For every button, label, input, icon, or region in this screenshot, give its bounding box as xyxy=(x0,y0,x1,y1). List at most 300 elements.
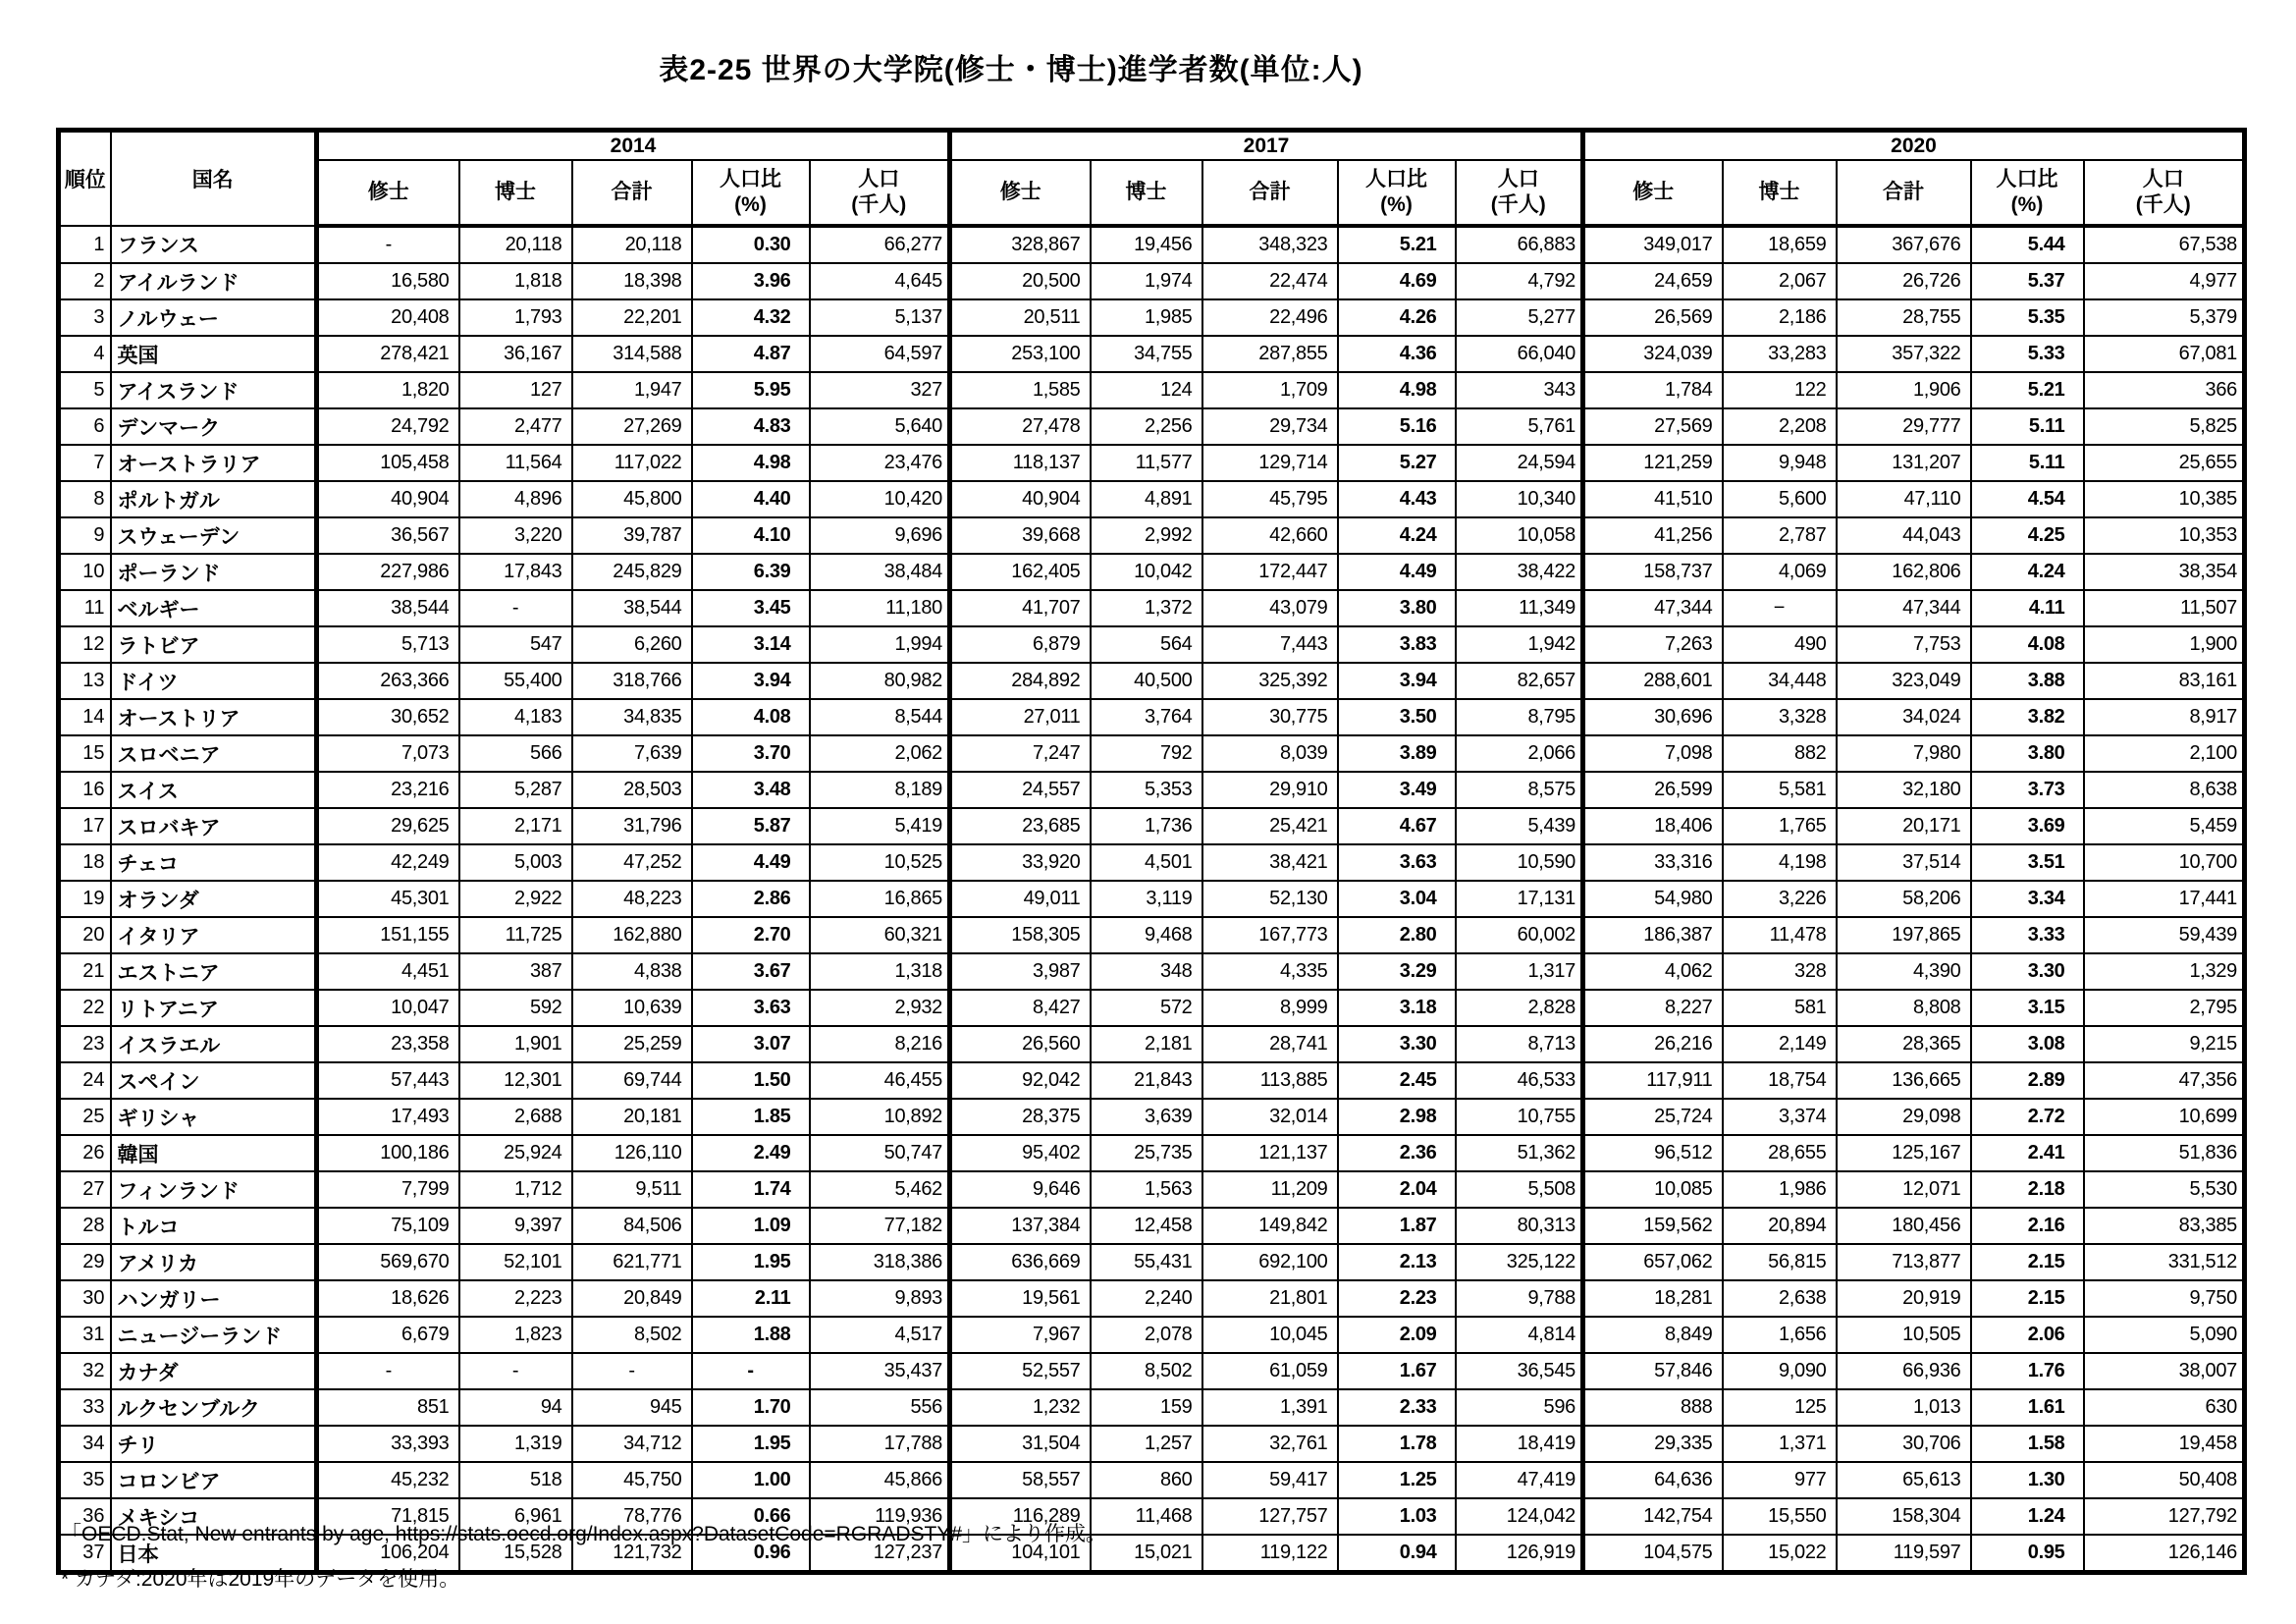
rank-cell: 12 xyxy=(59,626,111,663)
ratio-cell-2014: 2.86 xyxy=(692,881,810,917)
doctor-cell-2014: 55,400 xyxy=(459,663,572,699)
population-cell-2020: 50,408 xyxy=(2084,1462,2245,1498)
doctor-cell-2017: 860 xyxy=(1091,1462,1202,1498)
footnote-source: 「OECD.Stat, New entrants by age, https://stats.oecd.org/Index.aspx?DatasetCode=RGRADSTY#」により作成。 xyxy=(61,1523,1107,1545)
country-cell: チリ xyxy=(111,1426,317,1462)
ratio-cell-2014: 1.50 xyxy=(692,1062,810,1099)
total-cell-2014: 20,181 xyxy=(572,1099,692,1135)
table-row xyxy=(59,226,2245,263)
master-cell-2020: 159,562 xyxy=(1583,1208,1723,1244)
table-row xyxy=(59,953,2245,990)
ratio-cell-2017: 4.43 xyxy=(1338,481,1456,517)
doctor-cell-2020: 3,226 xyxy=(1723,881,1837,917)
header-total-2020: 合計 xyxy=(1837,160,1971,226)
population-cell-2020: 8,917 xyxy=(2084,699,2245,735)
population-cell-2017: 124,042 xyxy=(1456,1498,1583,1535)
ratio-cell-2017: 1.25 xyxy=(1338,1462,1456,1498)
total-cell-2020: 47,110 xyxy=(1837,481,1971,517)
header-population-2014: 人口 (千人) xyxy=(810,160,950,226)
doctor-cell-2017: 572 xyxy=(1091,990,1202,1026)
master-cell-2014: 100,186 xyxy=(317,1135,459,1171)
total-cell-2017: 7,443 xyxy=(1202,626,1338,663)
rank-cell: 15 xyxy=(59,735,111,772)
master-cell-2020: 64,636 xyxy=(1583,1462,1723,1498)
master-cell-2020: 7,098 xyxy=(1583,735,1723,772)
ratio-cell-2020: 2.72 xyxy=(1971,1099,2084,1135)
doctor-cell-2020: 2,067 xyxy=(1723,263,1837,299)
total-cell-2014: 48,223 xyxy=(572,881,692,917)
master-cell-2020: 96,512 xyxy=(1583,1135,1723,1171)
population-cell-2014: 11,180 xyxy=(810,590,950,626)
country-cell: イスラエル xyxy=(111,1026,317,1062)
doctor-cell-2017: 55,431 xyxy=(1091,1244,1202,1280)
ratio-cell-2020: 1.76 xyxy=(1971,1353,2084,1389)
population-cell-2017: 10,058 xyxy=(1456,517,1583,554)
master-cell-2017: 20,511 xyxy=(950,299,1091,336)
total-cell-2017: 32,761 xyxy=(1202,1426,1338,1462)
doctor-cell-2017: 10,042 xyxy=(1091,554,1202,590)
total-cell-2020: 29,777 xyxy=(1837,408,1971,445)
master-cell-2020: 47,344 xyxy=(1583,590,1723,626)
ratio-cell-2020: 0.95 xyxy=(1971,1535,2084,1573)
ratio-cell-2017: 4.67 xyxy=(1338,808,1456,844)
master-cell-2020: 8,849 xyxy=(1583,1317,1723,1353)
total-cell-2017: 149,842 xyxy=(1202,1208,1338,1244)
population-cell-2017: 10,340 xyxy=(1456,481,1583,517)
master-cell-2017: 162,405 xyxy=(950,554,1091,590)
master-cell-2020: 26,569 xyxy=(1583,299,1723,336)
table-row xyxy=(59,1317,2245,1353)
table-row xyxy=(59,372,2245,408)
ratio-cell-2014: 1.95 xyxy=(692,1426,810,1462)
rank-cell: 13 xyxy=(59,663,111,699)
master-cell-2014: 42,249 xyxy=(317,844,459,881)
data-table xyxy=(56,128,2247,1575)
ratio-cell-2017: 4.26 xyxy=(1338,299,1456,336)
doctor-cell-2014: 547 xyxy=(459,626,572,663)
master-cell-2014: 38,544 xyxy=(317,590,459,626)
master-cell-2020: 18,281 xyxy=(1583,1280,1723,1317)
rank-cell: 4 xyxy=(59,336,111,372)
total-cell-2020: 197,865 xyxy=(1837,917,1971,953)
doctor-cell-2020: 125 xyxy=(1723,1389,1837,1426)
master-cell-2014: 18,626 xyxy=(317,1280,459,1317)
total-cell-2014: 9,511 xyxy=(572,1171,692,1208)
doctor-cell-2017: 2,256 xyxy=(1091,408,1202,445)
total-cell-2020: 26,726 xyxy=(1837,263,1971,299)
doctor-cell-2017: 1,974 xyxy=(1091,263,1202,299)
table-row xyxy=(59,1171,2245,1208)
ratio-cell-2014: 3.45 xyxy=(692,590,810,626)
total-cell-2014: 7,639 xyxy=(572,735,692,772)
total-cell-2014: 4,838 xyxy=(572,953,692,990)
total-cell-2014: 126,110 xyxy=(572,1135,692,1171)
population-cell-2017: 46,533 xyxy=(1456,1062,1583,1099)
master-cell-2017: 52,557 xyxy=(950,1353,1091,1389)
total-cell-2017: 10,045 xyxy=(1202,1317,1338,1353)
doctor-cell-2017: 21,843 xyxy=(1091,1062,1202,1099)
population-cell-2017: 1,317 xyxy=(1456,953,1583,990)
doctor-cell-2020: 18,754 xyxy=(1723,1062,1837,1099)
rank-cell: 6 xyxy=(59,408,111,445)
header-population-2017: 人口 (千人) xyxy=(1456,160,1583,226)
doctor-cell-2017: 1,736 xyxy=(1091,808,1202,844)
ratio-cell-2017: 3.89 xyxy=(1338,735,1456,772)
population-cell-2017: 66,040 xyxy=(1456,336,1583,372)
country-cell: ポルトガル xyxy=(111,481,317,517)
population-cell-2014: 1,318 xyxy=(810,953,950,990)
total-cell-2020: 34,024 xyxy=(1837,699,1971,735)
rank-cell: 7 xyxy=(59,445,111,481)
master-cell-2014: 4,451 xyxy=(317,953,459,990)
ratio-cell-2020: 3.69 xyxy=(1971,808,2084,844)
master-cell-2014: 75,109 xyxy=(317,1208,459,1244)
master-cell-2014: 23,358 xyxy=(317,1026,459,1062)
doctor-cell-2014: 518 xyxy=(459,1462,572,1498)
country-cell: 日本 xyxy=(111,1535,317,1573)
population-cell-2020: 1,329 xyxy=(2084,953,2245,990)
doctor-cell-2017: 5,353 xyxy=(1091,772,1202,808)
master-cell-2017: 636,669 xyxy=(950,1244,1091,1280)
table-row xyxy=(59,1244,2245,1280)
doctor-cell-2017: 2,078 xyxy=(1091,1317,1202,1353)
doctor-cell-2014: 11,564 xyxy=(459,445,572,481)
header-rank: 順位 xyxy=(59,131,111,227)
header-master-2017: 修士 xyxy=(950,160,1091,226)
total-cell-2020: 1,013 xyxy=(1837,1389,1971,1426)
header-year-2017: 2017 xyxy=(950,131,1583,161)
doctor-cell-2020: 33,283 xyxy=(1723,336,1837,372)
total-cell-2017: 4,335 xyxy=(1202,953,1338,990)
total-cell-2014: 6,260 xyxy=(572,626,692,663)
master-cell-2020: 7,263 xyxy=(1583,626,1723,663)
total-cell-2014: 318,766 xyxy=(572,663,692,699)
doctor-cell-2017: 1,563 xyxy=(1091,1171,1202,1208)
ratio-cell-2014: 3.63 xyxy=(692,990,810,1026)
total-cell-2020: 119,597 xyxy=(1837,1535,1971,1573)
master-cell-2014: 30,652 xyxy=(317,699,459,735)
master-cell-2020: 33,316 xyxy=(1583,844,1723,881)
doctor-cell-2014: 592 xyxy=(459,990,572,1026)
total-cell-2017: 325,392 xyxy=(1202,663,1338,699)
table-row xyxy=(59,1135,2245,1171)
ratio-cell-2017: 4.98 xyxy=(1338,372,1456,408)
total-cell-2020: 32,180 xyxy=(1837,772,1971,808)
ratio-cell-2014: 3.07 xyxy=(692,1026,810,1062)
master-cell-2017: 27,011 xyxy=(950,699,1091,735)
population-cell-2020: 2,795 xyxy=(2084,990,2245,1026)
ratio-cell-2017: 3.49 xyxy=(1338,772,1456,808)
doctor-cell-2014: - xyxy=(459,1353,572,1389)
ratio-cell-2014: 0.30 xyxy=(692,226,810,263)
ratio-cell-2020: 3.82 xyxy=(1971,699,2084,735)
total-cell-2014: 28,503 xyxy=(572,772,692,808)
master-cell-2020: 25,724 xyxy=(1583,1099,1723,1135)
country-cell: イタリア xyxy=(111,917,317,953)
ratio-cell-2017: 2.45 xyxy=(1338,1062,1456,1099)
ratio-cell-2020: 5.35 xyxy=(1971,299,2084,336)
ratio-cell-2020: 3.15 xyxy=(1971,990,2084,1026)
doctor-cell-2014: 3,220 xyxy=(459,517,572,554)
header-population-2020: 人口 (千人) xyxy=(2084,160,2245,226)
population-cell-2020: 47,356 xyxy=(2084,1062,2245,1099)
population-cell-2014: 5,640 xyxy=(810,408,950,445)
master-cell-2017: 24,557 xyxy=(950,772,1091,808)
total-cell-2017: 129,714 xyxy=(1202,445,1338,481)
country-cell: コロンビア xyxy=(111,1462,317,1498)
total-cell-2014: 45,800 xyxy=(572,481,692,517)
total-cell-2014: 78,776 xyxy=(572,1498,692,1535)
ratio-cell-2017: 3.18 xyxy=(1338,990,1456,1026)
rank-cell: 18 xyxy=(59,844,111,881)
master-cell-2017: 95,402 xyxy=(950,1135,1091,1171)
doctor-cell-2020: 490 xyxy=(1723,626,1837,663)
master-cell-2020: 104,575 xyxy=(1583,1535,1723,1573)
population-cell-2017: 10,590 xyxy=(1456,844,1583,881)
total-cell-2014: 22,201 xyxy=(572,299,692,336)
population-cell-2014: 80,982 xyxy=(810,663,950,699)
doctor-cell-2017: 34,755 xyxy=(1091,336,1202,372)
ratio-cell-2014: 3.94 xyxy=(692,663,810,699)
doctor-cell-2020: 2,186 xyxy=(1723,299,1837,336)
ratio-cell-2017: 2.33 xyxy=(1338,1389,1456,1426)
total-cell-2020: 136,665 xyxy=(1837,1062,1971,1099)
master-cell-2017: 104,101 xyxy=(950,1535,1091,1573)
total-cell-2017: 22,496 xyxy=(1202,299,1338,336)
doctor-cell-2014: 11,725 xyxy=(459,917,572,953)
rank-cell: 17 xyxy=(59,808,111,844)
total-cell-2017: 29,910 xyxy=(1202,772,1338,808)
ratio-cell-2014: - xyxy=(692,1353,810,1389)
doctor-cell-2014: 5,003 xyxy=(459,844,572,881)
population-cell-2017: 10,755 xyxy=(1456,1099,1583,1135)
population-cell-2017: 60,002 xyxy=(1456,917,1583,953)
population-cell-2014: 38,484 xyxy=(810,554,950,590)
total-cell-2017: 52,130 xyxy=(1202,881,1338,917)
country-cell: 韓国 xyxy=(111,1135,317,1171)
master-cell-2020: 54,980 xyxy=(1583,881,1723,917)
ratio-cell-2020: 5.44 xyxy=(1971,226,2084,263)
doctor-cell-2017: 2,992 xyxy=(1091,517,1202,554)
population-cell-2014: 16,865 xyxy=(810,881,950,917)
ratio-cell-2014: 1.00 xyxy=(692,1462,810,1498)
master-cell-2014: 151,155 xyxy=(317,917,459,953)
population-cell-2014: 77,182 xyxy=(810,1208,950,1244)
population-cell-2020: 10,385 xyxy=(2084,481,2245,517)
doctor-cell-2020: 9,948 xyxy=(1723,445,1837,481)
master-cell-2014: 16,580 xyxy=(317,263,459,299)
population-cell-2020: 10,700 xyxy=(2084,844,2245,881)
rank-cell: 10 xyxy=(59,554,111,590)
ratio-cell-2014: 2.49 xyxy=(692,1135,810,1171)
ratio-cell-2017: 2.13 xyxy=(1338,1244,1456,1280)
ratio-cell-2014: 1.70 xyxy=(692,1389,810,1426)
master-cell-2020: 27,569 xyxy=(1583,408,1723,445)
total-cell-2014: 945 xyxy=(572,1389,692,1426)
population-cell-2020: 67,081 xyxy=(2084,336,2245,372)
country-cell: 英国 xyxy=(111,336,317,372)
population-cell-2014: 17,788 xyxy=(810,1426,950,1462)
total-cell-2014: 162,880 xyxy=(572,917,692,953)
ratio-cell-2020: 3.88 xyxy=(1971,663,2084,699)
table-row xyxy=(59,808,2245,844)
total-cell-2020: 8,808 xyxy=(1837,990,1971,1026)
ratio-cell-2017: 1.67 xyxy=(1338,1353,1456,1389)
master-cell-2020: 186,387 xyxy=(1583,917,1723,953)
header-year-2020: 2020 xyxy=(1583,131,2245,161)
header-doctor-2017: 博士 xyxy=(1091,160,1202,226)
table-row xyxy=(59,735,2245,772)
master-cell-2017: 137,384 xyxy=(950,1208,1091,1244)
doctor-cell-2020: 1,765 xyxy=(1723,808,1837,844)
total-cell-2017: 32,014 xyxy=(1202,1099,1338,1135)
ratio-cell-2017: 3.94 xyxy=(1338,663,1456,699)
total-cell-2014: 47,252 xyxy=(572,844,692,881)
population-cell-2020: 38,354 xyxy=(2084,554,2245,590)
total-cell-2014: 25,259 xyxy=(572,1026,692,1062)
ratio-cell-2017: 4.36 xyxy=(1338,336,1456,372)
master-cell-2014: 57,443 xyxy=(317,1062,459,1099)
country-cell: ギリシャ xyxy=(111,1099,317,1135)
ratio-cell-2014: 2.11 xyxy=(692,1280,810,1317)
total-cell-2017: 8,999 xyxy=(1202,990,1338,1026)
master-cell-2017: 27,478 xyxy=(950,408,1091,445)
ratio-cell-2017: 3.63 xyxy=(1338,844,1456,881)
master-cell-2014: 71,815 xyxy=(317,1498,459,1535)
table-header xyxy=(59,131,2245,227)
ratio-cell-2017: 3.04 xyxy=(1338,881,1456,917)
population-cell-2014: 556 xyxy=(810,1389,950,1426)
total-cell-2014: 31,796 xyxy=(572,808,692,844)
total-cell-2014: 117,022 xyxy=(572,445,692,481)
table-row xyxy=(59,1426,2245,1462)
table-row xyxy=(59,626,2245,663)
rank-cell: 28 xyxy=(59,1208,111,1244)
rank-cell: 27 xyxy=(59,1171,111,1208)
population-cell-2020: 331,512 xyxy=(2084,1244,2245,1280)
ratio-cell-2014: 0.96 xyxy=(692,1535,810,1573)
doctor-cell-2020: 34,448 xyxy=(1723,663,1837,699)
country-cell: ポーランド xyxy=(111,554,317,590)
population-cell-2020: 127,792 xyxy=(2084,1498,2245,1535)
table-row xyxy=(59,844,2245,881)
country-cell: オランダ xyxy=(111,881,317,917)
total-cell-2014: 121,732 xyxy=(572,1535,692,1573)
doctor-cell-2017: 11,468 xyxy=(1091,1498,1202,1535)
master-cell-2017: 118,137 xyxy=(950,445,1091,481)
population-cell-2014: 66,277 xyxy=(810,226,950,263)
total-cell-2017: 172,447 xyxy=(1202,554,1338,590)
total-cell-2017: 11,209 xyxy=(1202,1171,1338,1208)
header-total-2017: 合計 xyxy=(1202,160,1338,226)
master-cell-2020: 1,784 xyxy=(1583,372,1723,408)
total-cell-2020: 12,071 xyxy=(1837,1171,1971,1208)
master-cell-2020: 26,216 xyxy=(1583,1026,1723,1062)
rank-cell: 25 xyxy=(59,1099,111,1135)
ratio-cell-2017: 4.24 xyxy=(1338,517,1456,554)
rank-cell: 37 xyxy=(59,1535,111,1573)
table-row xyxy=(59,445,2245,481)
rank-cell: 26 xyxy=(59,1135,111,1171)
master-cell-2014: 263,366 xyxy=(317,663,459,699)
total-cell-2020: 7,980 xyxy=(1837,735,1971,772)
master-cell-2017: 31,504 xyxy=(950,1426,1091,1462)
country-cell: カナダ xyxy=(111,1353,317,1389)
doctor-cell-2014: 566 xyxy=(459,735,572,772)
master-cell-2014: 106,204 xyxy=(317,1535,459,1573)
ratio-cell-2014: 4.49 xyxy=(692,844,810,881)
header-doctor-2014: 博士 xyxy=(459,160,572,226)
doctor-cell-2017: 564 xyxy=(1091,626,1202,663)
page-title: 表2-25 世界の大学院(修士・博士)進学者数(単位:人) xyxy=(659,54,1363,86)
ratio-cell-2014: 5.87 xyxy=(692,808,810,844)
header-row-years xyxy=(59,131,2245,161)
ratio-cell-2020: 3.73 xyxy=(1971,772,2084,808)
ratio-cell-2020: 3.33 xyxy=(1971,917,2084,953)
ratio-cell-2014: 1.09 xyxy=(692,1208,810,1244)
total-cell-2020: 44,043 xyxy=(1837,517,1971,554)
header-ratio-2020: 人口比 (%) xyxy=(1971,160,2084,226)
master-cell-2020: 24,659 xyxy=(1583,263,1723,299)
master-cell-2014: 45,301 xyxy=(317,881,459,917)
ratio-cell-2020: 1.61 xyxy=(1971,1389,2084,1426)
master-cell-2017: 92,042 xyxy=(950,1062,1091,1099)
ratio-cell-2014: 3.70 xyxy=(692,735,810,772)
doctor-cell-2014: 5,287 xyxy=(459,772,572,808)
ratio-cell-2014: 4.40 xyxy=(692,481,810,517)
country-cell: チェコ xyxy=(111,844,317,881)
master-cell-2017: 8,427 xyxy=(950,990,1091,1026)
total-cell-2014: 69,744 xyxy=(572,1062,692,1099)
table-row xyxy=(59,1280,2245,1317)
master-cell-2014: 23,216 xyxy=(317,772,459,808)
rank-cell: 21 xyxy=(59,953,111,990)
table-row xyxy=(59,881,2245,917)
rank-cell: 2 xyxy=(59,263,111,299)
total-cell-2017: 127,757 xyxy=(1202,1498,1338,1535)
master-cell-2014: - xyxy=(317,226,459,263)
country-cell: デンマーク xyxy=(111,408,317,445)
population-cell-2017: 8,713 xyxy=(1456,1026,1583,1062)
table-row xyxy=(59,917,2245,953)
master-cell-2020: 657,062 xyxy=(1583,1244,1723,1280)
master-cell-2017: 6,879 xyxy=(950,626,1091,663)
doctor-cell-2020: 882 xyxy=(1723,735,1837,772)
population-cell-2014: 35,437 xyxy=(810,1353,950,1389)
rank-cell: 31 xyxy=(59,1317,111,1353)
master-cell-2014: 227,986 xyxy=(317,554,459,590)
master-cell-2020: 117,911 xyxy=(1583,1062,1723,1099)
total-cell-2020: 29,098 xyxy=(1837,1099,1971,1135)
table-row xyxy=(59,554,2245,590)
ratio-cell-2014: 4.83 xyxy=(692,408,810,445)
ratio-cell-2020: 5.11 xyxy=(1971,408,2084,445)
doctor-cell-2020: 9,090 xyxy=(1723,1353,1837,1389)
doctor-cell-2014: 12,301 xyxy=(459,1062,572,1099)
country-cell: ノルウェー xyxy=(111,299,317,336)
ratio-cell-2020: 4.25 xyxy=(1971,517,2084,554)
ratio-cell-2020: 5.33 xyxy=(1971,336,2084,372)
doctor-cell-2020: 2,149 xyxy=(1723,1026,1837,1062)
master-cell-2017: 116,289 xyxy=(950,1498,1091,1535)
population-cell-2017: 4,814 xyxy=(1456,1317,1583,1353)
total-cell-2017: 30,775 xyxy=(1202,699,1338,735)
doctor-cell-2014: 1,901 xyxy=(459,1026,572,1062)
doctor-cell-2014: 2,688 xyxy=(459,1099,572,1135)
doctor-cell-2020: 1,656 xyxy=(1723,1317,1837,1353)
doctor-cell-2014: - xyxy=(459,590,572,626)
total-cell-2014: 34,712 xyxy=(572,1426,692,1462)
